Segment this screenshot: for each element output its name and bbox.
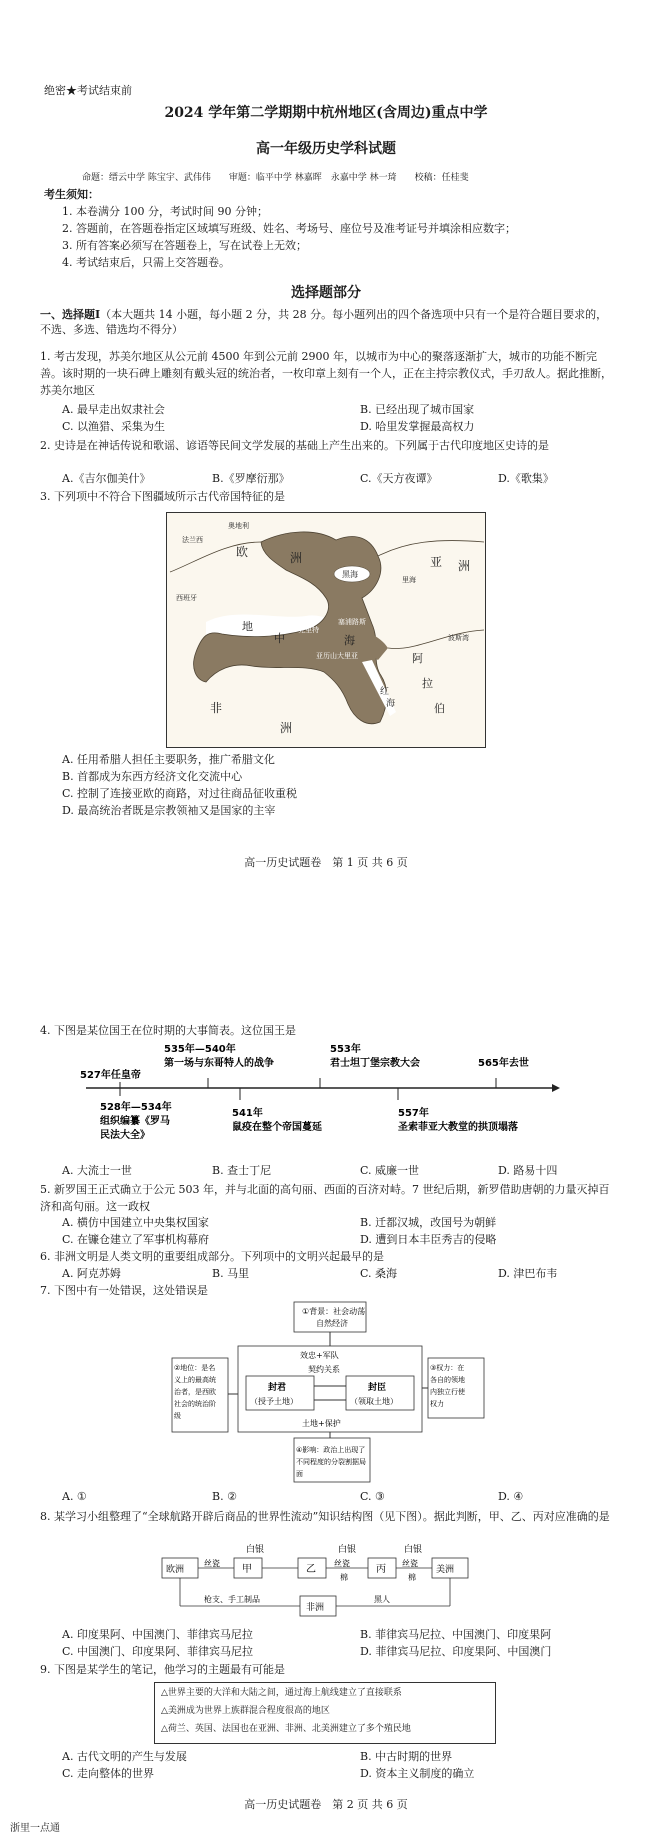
box3-line3: 内独立行使 xyxy=(430,1388,465,1396)
tl-557-text: 圣索菲亚大教堂的拱顶塌落 xyxy=(398,1122,518,1133)
q7-option-a[interactable]: A. ① xyxy=(62,1490,87,1503)
q9-option-b[interactable]: B. 中古时期的世界 xyxy=(360,1750,453,1763)
q4-timeline xyxy=(80,1040,560,1160)
box3-line2: 各自的领地 xyxy=(430,1376,465,1384)
label-persian-gulf: 波斯湾 xyxy=(448,634,469,642)
label-arabia-2: 拉 xyxy=(422,677,433,690)
q6-option-d[interactable]: D. 津巴布韦 xyxy=(498,1267,558,1280)
label-red-2: 海 xyxy=(386,699,396,709)
jia-label: 甲 xyxy=(242,1564,252,1575)
q4-stem: 4. 下图是某位国王在位时期的大事简表。这位国王是 xyxy=(40,1024,296,1037)
q1-option-a[interactable]: A. 最早走出奴隶社会 xyxy=(62,403,165,416)
part1-instructions xyxy=(40,308,614,338)
page1-footer: 高一历史试题卷 第 1 页 共 6 页 xyxy=(244,856,408,869)
label-caspian: 里海 xyxy=(402,576,416,584)
q2-option-a[interactable]: A.《吉尔伽美什》 xyxy=(62,472,151,485)
bing-label: 丙 xyxy=(376,1564,386,1575)
q7-feudal-diagram xyxy=(168,1300,488,1484)
label-africa-2: 洲 xyxy=(280,721,293,735)
q9-notes-box xyxy=(154,1682,496,1744)
q4-option-d[interactable]: D. 路易十四 xyxy=(498,1164,558,1177)
silver-label-3: 白银 xyxy=(404,1545,423,1555)
note-item: 1. 本卷满分 100 分，考试时间 90 分钟； xyxy=(62,205,268,218)
q9-note-3: △荷兰、英国、法国也在亚洲、非洲、北美洲建立了多个殖民地 xyxy=(161,1724,411,1734)
q2-stem: 2. 史诗是在神话传说和歌谣、谚语等民间文学发展的基础上产生出来的。下列属于古代印度地区史诗的是 xyxy=(40,439,549,452)
q4-option-c[interactable]: C. 威廉一世 xyxy=(360,1164,420,1177)
q5-option-b[interactable]: B. 迁都汉城，改国号为朝鲜 xyxy=(360,1216,497,1229)
box2-line4: 社会的统治阶 xyxy=(174,1400,216,1408)
label-black-sea: 黑海 xyxy=(342,570,358,579)
tl-535-text: 第一场与东哥特人的战争 xyxy=(164,1058,274,1069)
page2-footer: 高一历史试题卷 第 2 页 共 6 页 xyxy=(244,1798,408,1811)
contract-label: 契约关系 xyxy=(308,1365,340,1374)
label-med-1: 地 xyxy=(242,620,253,633)
silk-label-2: 丝瓷 xyxy=(334,1559,350,1568)
vassal-sub: （领取土地） xyxy=(350,1397,398,1406)
tl-528-text1: 组织编纂《罗马 xyxy=(100,1116,170,1127)
land-label: 土地+保护 xyxy=(302,1419,341,1428)
exam-title: 2024 学年第二学期期中杭州地区(含周边)重点中学 xyxy=(164,105,488,121)
confidential-label: 绝密★考试结束前 xyxy=(44,84,132,97)
q5-option-a[interactable]: A. 横仿中国建立中央集权国家 xyxy=(62,1216,209,1229)
label-crete: 克里特 xyxy=(298,626,319,634)
note-item: 3. 所有答案必须写在答题卷上，写在试卷上无效； xyxy=(62,239,307,252)
section-title: 选择题部分 xyxy=(291,285,361,301)
q8-option-c[interactable]: C. 中国澳门、印度果阿、菲律宾马尼拉 xyxy=(62,1645,254,1658)
q3-option-a[interactable]: A. 任用希腊人担任主要职务，推广希腊文化 xyxy=(62,753,275,766)
q7-option-d[interactable]: D. ④ xyxy=(498,1490,524,1503)
q6-option-b[interactable]: B. 马里 xyxy=(212,1267,250,1280)
q9-stem: 9. 下图是某学生的笔记，他学习的主题最有可能是 xyxy=(40,1663,285,1676)
box3-line1: ③权力：在 xyxy=(430,1364,465,1372)
label-red-1: 红 xyxy=(380,687,390,697)
q4-option-b[interactable]: B. 查士丁尼 xyxy=(212,1164,272,1177)
part1-label: 一、选择题Ⅰ xyxy=(40,308,101,321)
label-europe-1: 欧 xyxy=(236,545,249,559)
q9-option-d[interactable]: D. 资本主义制度的确立 xyxy=(360,1767,475,1780)
q2-option-d[interactable]: D.《歌集》 xyxy=(498,472,554,485)
q5-stem: 5. 新罗国王正式确立于公元 503 年，并与北面的高句丽、西面的百济对峙。7 世纪后期，新罗借助唐朝的力量灭掉百济和高句丽。这一政权 xyxy=(40,1183,610,1213)
q3-option-c[interactable]: C. 控制了连接亚欧的商路，对过往商品征收重税 xyxy=(62,787,298,800)
box2-line5: 级 xyxy=(174,1412,181,1420)
q6-option-a[interactable]: A. 阿克苏姆 xyxy=(62,1267,121,1280)
q1-stem: 1. 考古发现，苏美尔地区从公元前 4500 年到公元前 2900 年，以城市为中心的聚落逐渐扩大，城市的功能不断完善。该时期的一块石碑上雕刻有戴头冠的统治者，一枚印章上刻有一个人，正在主持宗教仪式，手刃敌人。据此推断，苏美尔地区 xyxy=(40,350,612,397)
tl-527: 527年任皇帝 xyxy=(80,1070,141,1081)
lord-label: 封君 xyxy=(268,1383,287,1393)
q7-option-b[interactable]: B. ② xyxy=(212,1490,237,1503)
q1-option-c[interactable]: C. 以渔猎、采集为生 xyxy=(62,420,166,433)
exam-subtitle: 高一年级历史学科试题 xyxy=(256,141,396,157)
tl-541-text: 鼠疫在整个帝国蔓延 xyxy=(232,1122,322,1133)
label-alexandria: 亚历山大里亚 xyxy=(316,652,358,660)
q3-option-b[interactable]: B. 首都成为东西方经济文化交流中心 xyxy=(62,770,243,783)
label-asia-1: 亚 xyxy=(430,555,443,569)
note-item: 4. 考试结束后，只需上交答题卷。 xyxy=(62,256,230,269)
guns-label: 枪支、手工制品 xyxy=(204,1595,260,1604)
q3-stem: 3. 下列项中不符合下图疆域所示古代帝国特征的是 xyxy=(40,490,285,503)
q1-option-b[interactable]: B. 已经出现了城市国家 xyxy=(360,403,475,416)
box2-line1: ②地位：是名 xyxy=(174,1364,216,1372)
label-med-3: 海 xyxy=(344,634,355,647)
q3-option-d[interactable]: D. 最高统治者既是宗教领袖又是国家的主宰 xyxy=(62,804,276,817)
q8-option-b[interactable]: B. 菲律宾马尼拉、中国澳门、印度果阿 xyxy=(360,1628,552,1641)
box3-line4: 权力 xyxy=(430,1400,444,1408)
authors-line: 命题：缙云中学 陈宝宇、武伟伟 审题：临平中学 林嘉晖 永嘉中学 林一琦 校稿：任桂斐 xyxy=(82,173,469,183)
label-austria: 奥地利 xyxy=(228,522,249,530)
slaves-label: 黑人 xyxy=(374,1595,390,1604)
q8-stem: 8. 某学习小组整理了“全球航路开辟后商品的世界性流动”知识结构图（见下图）。据此判断，甲、乙、丙对应准确的是 xyxy=(40,1510,610,1523)
label-cyprus: 塞浦路斯 xyxy=(338,618,366,626)
q2-option-b[interactable]: B.《罗摩衍那》 xyxy=(212,472,290,485)
africa-label: 非洲 xyxy=(306,1603,325,1613)
label-africa-1: 非 xyxy=(210,701,223,715)
loyal-label: 效忠+军队 xyxy=(300,1351,339,1360)
tl-541-year: 541年 xyxy=(232,1108,263,1119)
label-arabia-1: 阿 xyxy=(412,652,423,665)
silver-label-2: 白银 xyxy=(338,1545,357,1555)
tl-565: 565年去世 xyxy=(478,1058,529,1069)
tl-553-text: 君士坦丁堡宗教大会 xyxy=(330,1058,420,1069)
yi-label: 乙 xyxy=(306,1564,316,1575)
part1-text: （本大题共 14 小题，每小题 2 分，共 28 分。每小题列出的四个备选项中只有一个是符合题目要求的，不选、多选、错选均不得分） xyxy=(40,308,608,336)
q4-option-a[interactable]: A. 大流士一世 xyxy=(62,1164,132,1177)
q8-trade-diagram xyxy=(160,1540,500,1620)
america-label: 美洲 xyxy=(436,1565,455,1575)
q9-option-a[interactable]: A. 古代文明的产生与发展 xyxy=(62,1750,187,1763)
q5-option-d[interactable]: D. 遭到日本丰臣秀吉的侵略 xyxy=(360,1233,497,1246)
label-spain: 西班牙 xyxy=(176,594,197,602)
watermark-label: 浙里一点通 xyxy=(10,1823,60,1834)
tl-528-text2: 民法大全》 xyxy=(100,1130,150,1141)
cotton-label-1: 棉 xyxy=(340,1573,348,1582)
q5-option-c[interactable]: C. 在镰仓建立了军事机构幕府 xyxy=(62,1233,210,1246)
empire-map xyxy=(166,512,486,748)
label-europe-2: 洲 xyxy=(290,551,303,565)
label-asia-2: 洲 xyxy=(458,559,471,573)
timeline-arrow xyxy=(552,1084,560,1092)
q7-stem: 7. 下图中有一处错误，这处错误是 xyxy=(40,1284,208,1297)
notes-heading: 考生须知： xyxy=(44,188,99,201)
silver-label-1: 白银 xyxy=(246,1545,265,1555)
tl-528-year: 528年—534年 xyxy=(100,1102,172,1113)
q8-option-a[interactable]: A. 印度果阿、中国澳门、菲律宾马尼拉 xyxy=(62,1628,253,1641)
tl-553-year: 553年 xyxy=(330,1044,361,1055)
q6-stem: 6. 非洲文明是人类文明的重要组成部分。下列项中的文明兴起最早的是 xyxy=(40,1250,384,1263)
q9-note-2: △美洲成为世界上族群混合程度很高的地区 xyxy=(161,1706,330,1716)
europe-label: 欧洲 xyxy=(166,1565,185,1575)
silk-label-3: 丝瓷 xyxy=(402,1559,418,1568)
q2-option-c[interactable]: C.《天方夜谭》 xyxy=(360,472,438,485)
vassal-label: 封臣 xyxy=(368,1383,387,1393)
box1-line1: ①背景：社会动荡 xyxy=(302,1307,366,1316)
note-item: 2. 答题前，在答题卷指定区域填写班级、姓名、考场号、座位号及准考证号并填涂相应数字； xyxy=(62,222,516,235)
box1-line2: 自然经济 xyxy=(316,1319,348,1328)
box4-line2: 不同程度的分裂割据局 xyxy=(296,1458,366,1466)
box2-line3: 治者，是西欧 xyxy=(174,1388,216,1396)
tl-557-year: 557年 xyxy=(398,1108,429,1119)
label-med-2: 中 xyxy=(274,632,285,645)
q8-option-d[interactable]: D. 菲律宾马尼拉、印度果阿、中国澳门 xyxy=(360,1645,552,1658)
tl-535-year: 535年—540年 xyxy=(164,1044,236,1055)
box4-line1: ④影响：政治上出现了 xyxy=(296,1446,366,1454)
lord-sub: （授予土地） xyxy=(250,1397,298,1406)
silk-label-1: 丝瓷 xyxy=(204,1559,220,1568)
cotton-label-2: 棉 xyxy=(408,1573,416,1582)
q6-option-c[interactable]: C. 桑海 xyxy=(360,1267,398,1280)
label-arabia-3: 伯 xyxy=(434,702,445,715)
q1-option-d[interactable]: D. 哈里发掌握最高权力 xyxy=(360,420,475,433)
label-france: 法兰西 xyxy=(182,536,203,544)
box4-line3: 面 xyxy=(296,1470,303,1478)
q9-option-c[interactable]: C. 走向整体的世界 xyxy=(62,1767,155,1780)
q7-option-c[interactable]: C. ③ xyxy=(360,1490,385,1503)
box2-line2: 义上的最高统 xyxy=(174,1376,216,1384)
q9-note-1: △世界主要的大洋和大陆之间，通过海上航线建立了直接联系 xyxy=(161,1688,402,1698)
